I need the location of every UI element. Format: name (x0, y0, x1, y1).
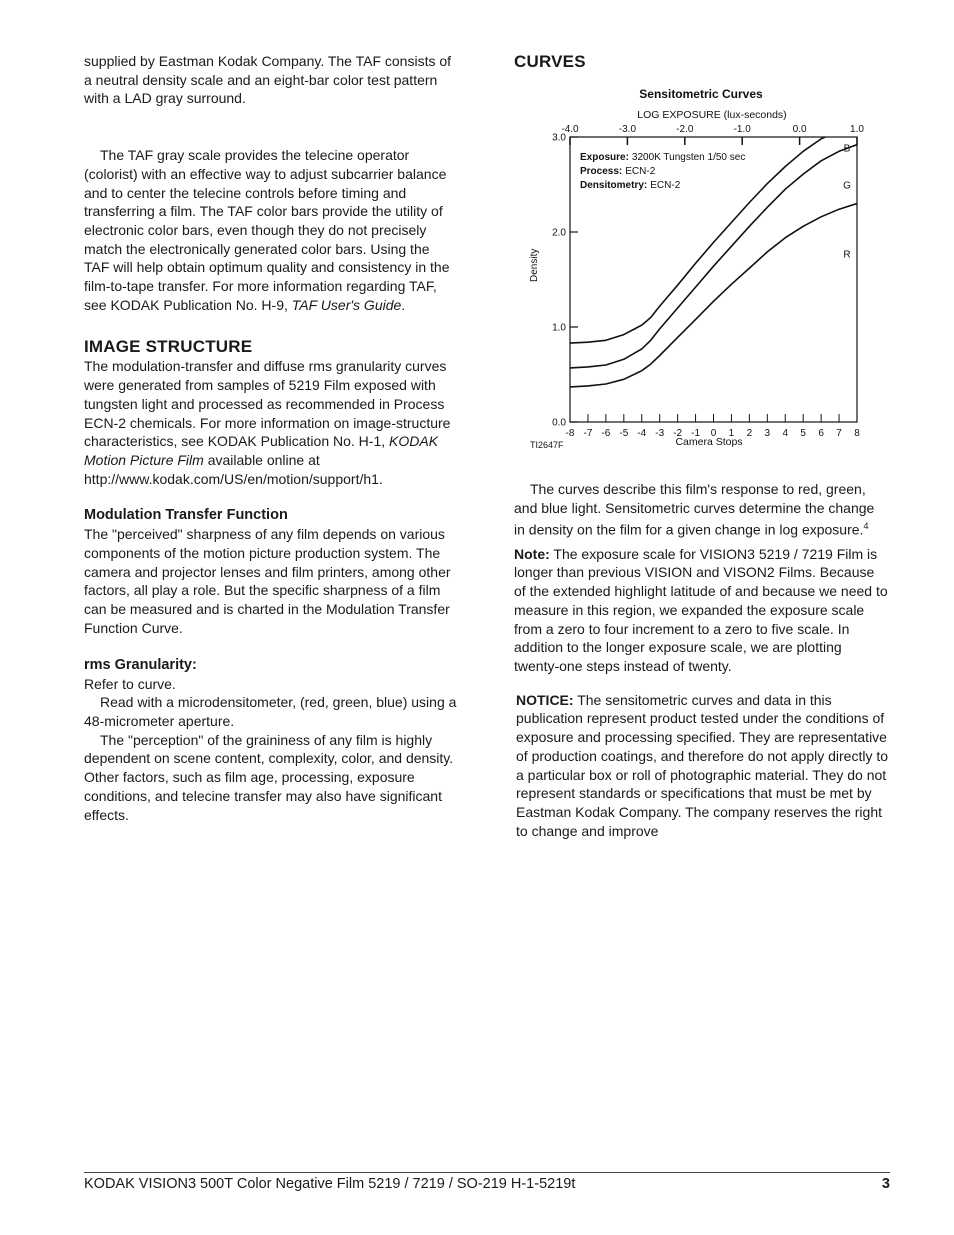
densitometry-label: Densitometry: (580, 180, 648, 191)
x-tick-label: -6 (601, 428, 611, 439)
rms-line-3: The "perception" of the graininess of any film is highly dependent on scene content, complexity, color, and density. Other factors, such as film age, processing, exposure conditions, and telecine transfer may also have significant effects. (84, 731, 454, 823)
exposure-label: Exposure: (580, 152, 629, 163)
x-axis-label: Camera Stops (675, 436, 743, 448)
top-axis-ticks (561, 124, 864, 145)
x-tick-label: 2 (746, 428, 753, 439)
x-tick-label: 4 (782, 428, 789, 439)
series-label: G (843, 180, 851, 192)
x-tick-label: -2 (673, 428, 683, 439)
sensitometric-chart (520, 82, 880, 457)
left-column (84, 52, 458, 824)
note-text: The exposure scale for VISION3 5219 / 7219 Film is longer than previous VISION and VISON2 Films. Because of the extended highlight latitude of and because we need to measure in this region, we expanded the exposure scale from a zero to four increment to a zero to five scale. In addition to the longer exposure scale, we are plotting twenty-one steps instead of twenty. (514, 545, 888, 674)
mtf-heading: Modulation Transfer Function (84, 507, 288, 524)
rms-line-2: Read with a microdensitometer, (red, green, blue) using a 48-micrometer aperture. (84, 694, 457, 729)
y-tick-label: 3.0 (552, 132, 566, 144)
page-footer (84, 1172, 890, 1192)
footnote-ref: 4 (863, 521, 869, 532)
taf-guide-title: TAF User's Guide (291, 296, 402, 313)
top-tick-label: -1.0 (733, 124, 751, 135)
note-paragraph (514, 545, 888, 676)
y-tick-label: 0.0 (552, 417, 566, 429)
process-value: ECN-2 (625, 166, 656, 177)
x-tick-label: -7 (583, 428, 593, 439)
notice-text: The sensitometric curves and data in this publication represent product tested under the conditions of exposure and processing specified. They are representative of production coatings, and therefore do not apply directly to a particular box or roll of photographic material. They do not represent standards or specifications that must be met by Eastman Kodak Company. The company reserves the right to change and improve (516, 691, 889, 839)
chart-title: Sensitometric Curves (639, 87, 763, 101)
rms-heading: rms Granularity: (84, 656, 197, 673)
series-label: R (843, 249, 851, 261)
x-tick-label: 0 (710, 428, 717, 439)
top-tick-label: -4.0 (561, 124, 579, 135)
exposure-line (580, 152, 745, 163)
conditions-block (580, 152, 745, 191)
x-tick-label: -1 (691, 428, 701, 439)
notice-paragraph (514, 691, 888, 841)
y-tick-label: 1.0 (552, 322, 566, 334)
note-label: Note: (514, 545, 550, 562)
image-structure-paragraph (84, 357, 458, 488)
y-tick-label: 2.0 (552, 227, 566, 239)
x-tick-label: 3 (764, 428, 771, 439)
footer-title: KODAK VISION3 500T Color Negative Film 5219 / 7219 / SO-219 H-1-5219t (84, 1176, 576, 1192)
intro-paragraph: supplied by Eastman Kodak Company. The TAF consists of a neutral density scale and an eight-bar color test pattern with a LAD gray surround. (84, 53, 452, 107)
top-axis-label: LOG EXPOSURE (lux-seconds) (637, 109, 787, 121)
taf-paragraph (84, 146, 458, 314)
x-tick-label: -5 (619, 428, 629, 439)
x-tick-label: 6 (818, 428, 824, 439)
x-tick-label: -4 (637, 428, 647, 439)
process-label: Process: (580, 166, 623, 177)
top-tick-label: -2.0 (676, 124, 694, 135)
curves-paragraph (514, 480, 888, 540)
notice-label: NOTICE: (516, 691, 574, 708)
image-structure-publication: KODAK Motion Picture Film (84, 433, 439, 468)
densitometry-line (580, 180, 681, 191)
top-tick-label: 1.0 (850, 124, 864, 135)
taf-text-end: . (401, 296, 406, 313)
curves-heading: CURVES (514, 52, 586, 71)
y-axis-ticks (552, 133, 578, 429)
exposure-value: 3200K Tungsten 1/50 sec (631, 152, 746, 163)
image-structure-link: available online at http://www.kodak.com/US/en/motion/support/h1. (84, 451, 383, 487)
series-line-g (570, 145, 857, 368)
x-tick-label: 1 (728, 428, 735, 439)
curves-text: The curves describe this film's response to red, green, and blue light. Sensitometric curves determine the change in density on the film for a given change in log exposure. (514, 481, 875, 539)
y-axis-label: Density (529, 248, 540, 282)
series-line-r (570, 204, 857, 387)
rms-line-1: Refer to curve. (84, 675, 176, 692)
page-number: 3 (881, 1176, 890, 1192)
x-tick-label: 7 (836, 428, 842, 439)
top-tick-label: 0.0 (792, 124, 807, 135)
top-tick-label: -3.0 (618, 124, 637, 135)
x-tick-label: -8 (565, 428, 575, 439)
x-tick-label: 8 (854, 428, 860, 439)
series-label: B (843, 143, 851, 155)
image-structure-text: The modulation-transfer and diffuse rms granularity curves were generated from samples of 5219 Film exposed with tungsten light and processed as recommended in Process ECN-2 chemicals. For more information on image-structure characteristics, see KODAK Publication No. H-1, (84, 358, 451, 450)
x-tick-label: -3 (655, 428, 665, 439)
image-structure-heading: IMAGE STRUCTURE (84, 337, 253, 357)
taf-text: The TAF gray scale provides the telecine operator (colorist) with an effective way to adjust subcarrier balance and to center the telecine controls before timing and transferring a film. The TAF color bars provide the utility of electronic color bars, even though they do not precisely match the electronically generated color bars. Using the TAF will help obtain optimum quality and consistency in the film-to-tape transfer. For more information regarding TAF, see KODAK Publication No. H-9, (84, 147, 450, 313)
process-line (580, 166, 656, 177)
figure-id: TI2647F (530, 440, 564, 450)
x-tick-label: 5 (800, 428, 806, 439)
densitometry-value: ECN-2 (650, 180, 681, 191)
series-labels (843, 143, 851, 260)
mtf-paragraph: The "perceived" sharpness of any film depends on various components of the motion picture production system. The camera and projector lenses and film printers, among other factors, all play a role. But the specific sharpness of a film can be measured and is charted in the Modulation Transfer Function Curve. (84, 526, 451, 636)
